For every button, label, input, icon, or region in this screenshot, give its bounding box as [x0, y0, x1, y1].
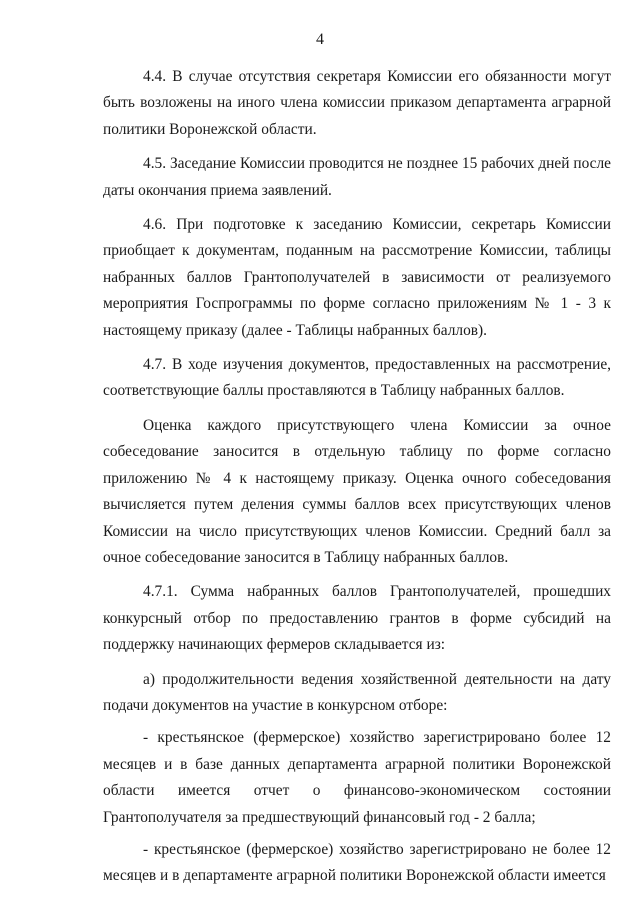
document-body	[103, 64, 611, 896]
paragraph-4-4: 4.4. В случае отсутствия секретаря Комиссии его обязанности могут быть возложены на иного члена комиссии приказом департамента аграрной политики Воронежской области.	[103, 68, 611, 138]
paragraph-bullet-more-than-12: - крестьянское (фермерское) хозяйство зарегистрировано более 12 месяцев и в базе данных департамента аграрной политики Воронежской области имеется отчет о финансово-экономическом состоянии Грантополучателя за предшествующий финансовый год - 2 балла;	[103, 729, 611, 826]
page-number: 4	[316, 31, 324, 48]
paragraph-4-7-1: 4.7.1. Сумма набранных баллов Грантополучателей, прошедших конкурсный отбор по предоставлению грантов в форме субсидий на поддержку начинающих фермеров складывается из:	[103, 583, 611, 654]
paragraph-item-a: а) продолжительности ведения хозяйственной деятельности на дату подачи документов на участие в конкурсном отборе:	[103, 670, 611, 714]
paragraph-4-7: 4.7. В ходе изучения документов, предоставленных на рассмотрение, соответствующие баллы проставляются в Таблицу набранных баллов.	[103, 356, 611, 400]
paragraph-interview-score: Оценка каждого присутствующего члена Комиссии за очное собеседование заносится в отдельную таблицу по форме согласно приложению № 4 к настоящему приказу. Оценка очного собеседования вычисляется путем деления суммы баллов всех присутствующих членов Комиссии на число присутствующих членов Комиссии. Средний балл за очное собеседование заносится в Таблицу набранных баллов.	[103, 416, 611, 566]
paragraph-4-6: 4.6. При подготовке к заседанию Комиссии, секретарь Комиссии приобщает к документам, поданным на рассмотрение Комиссии, таблицы набранных баллов Грантополучателей в зависимости от реализуемого мероприятия Госпрограммы по форме согласно приложениям № 1 - 3 к настоящему приказу (далее - Таблицы набранных баллов).	[103, 216, 611, 339]
paragraph-bullet-not-more-than-12: - крестьянское (фермерское) хозяйство зарегистрировано не более 12 месяцев и в департаменте аграрной политики Воронежской области имеется	[103, 840, 611, 885]
paragraph-4-5: 4.5. Заседание Комиссии проводится не позднее 15 рабочих дней после даты окончания приема заявлений.	[103, 155, 611, 199]
